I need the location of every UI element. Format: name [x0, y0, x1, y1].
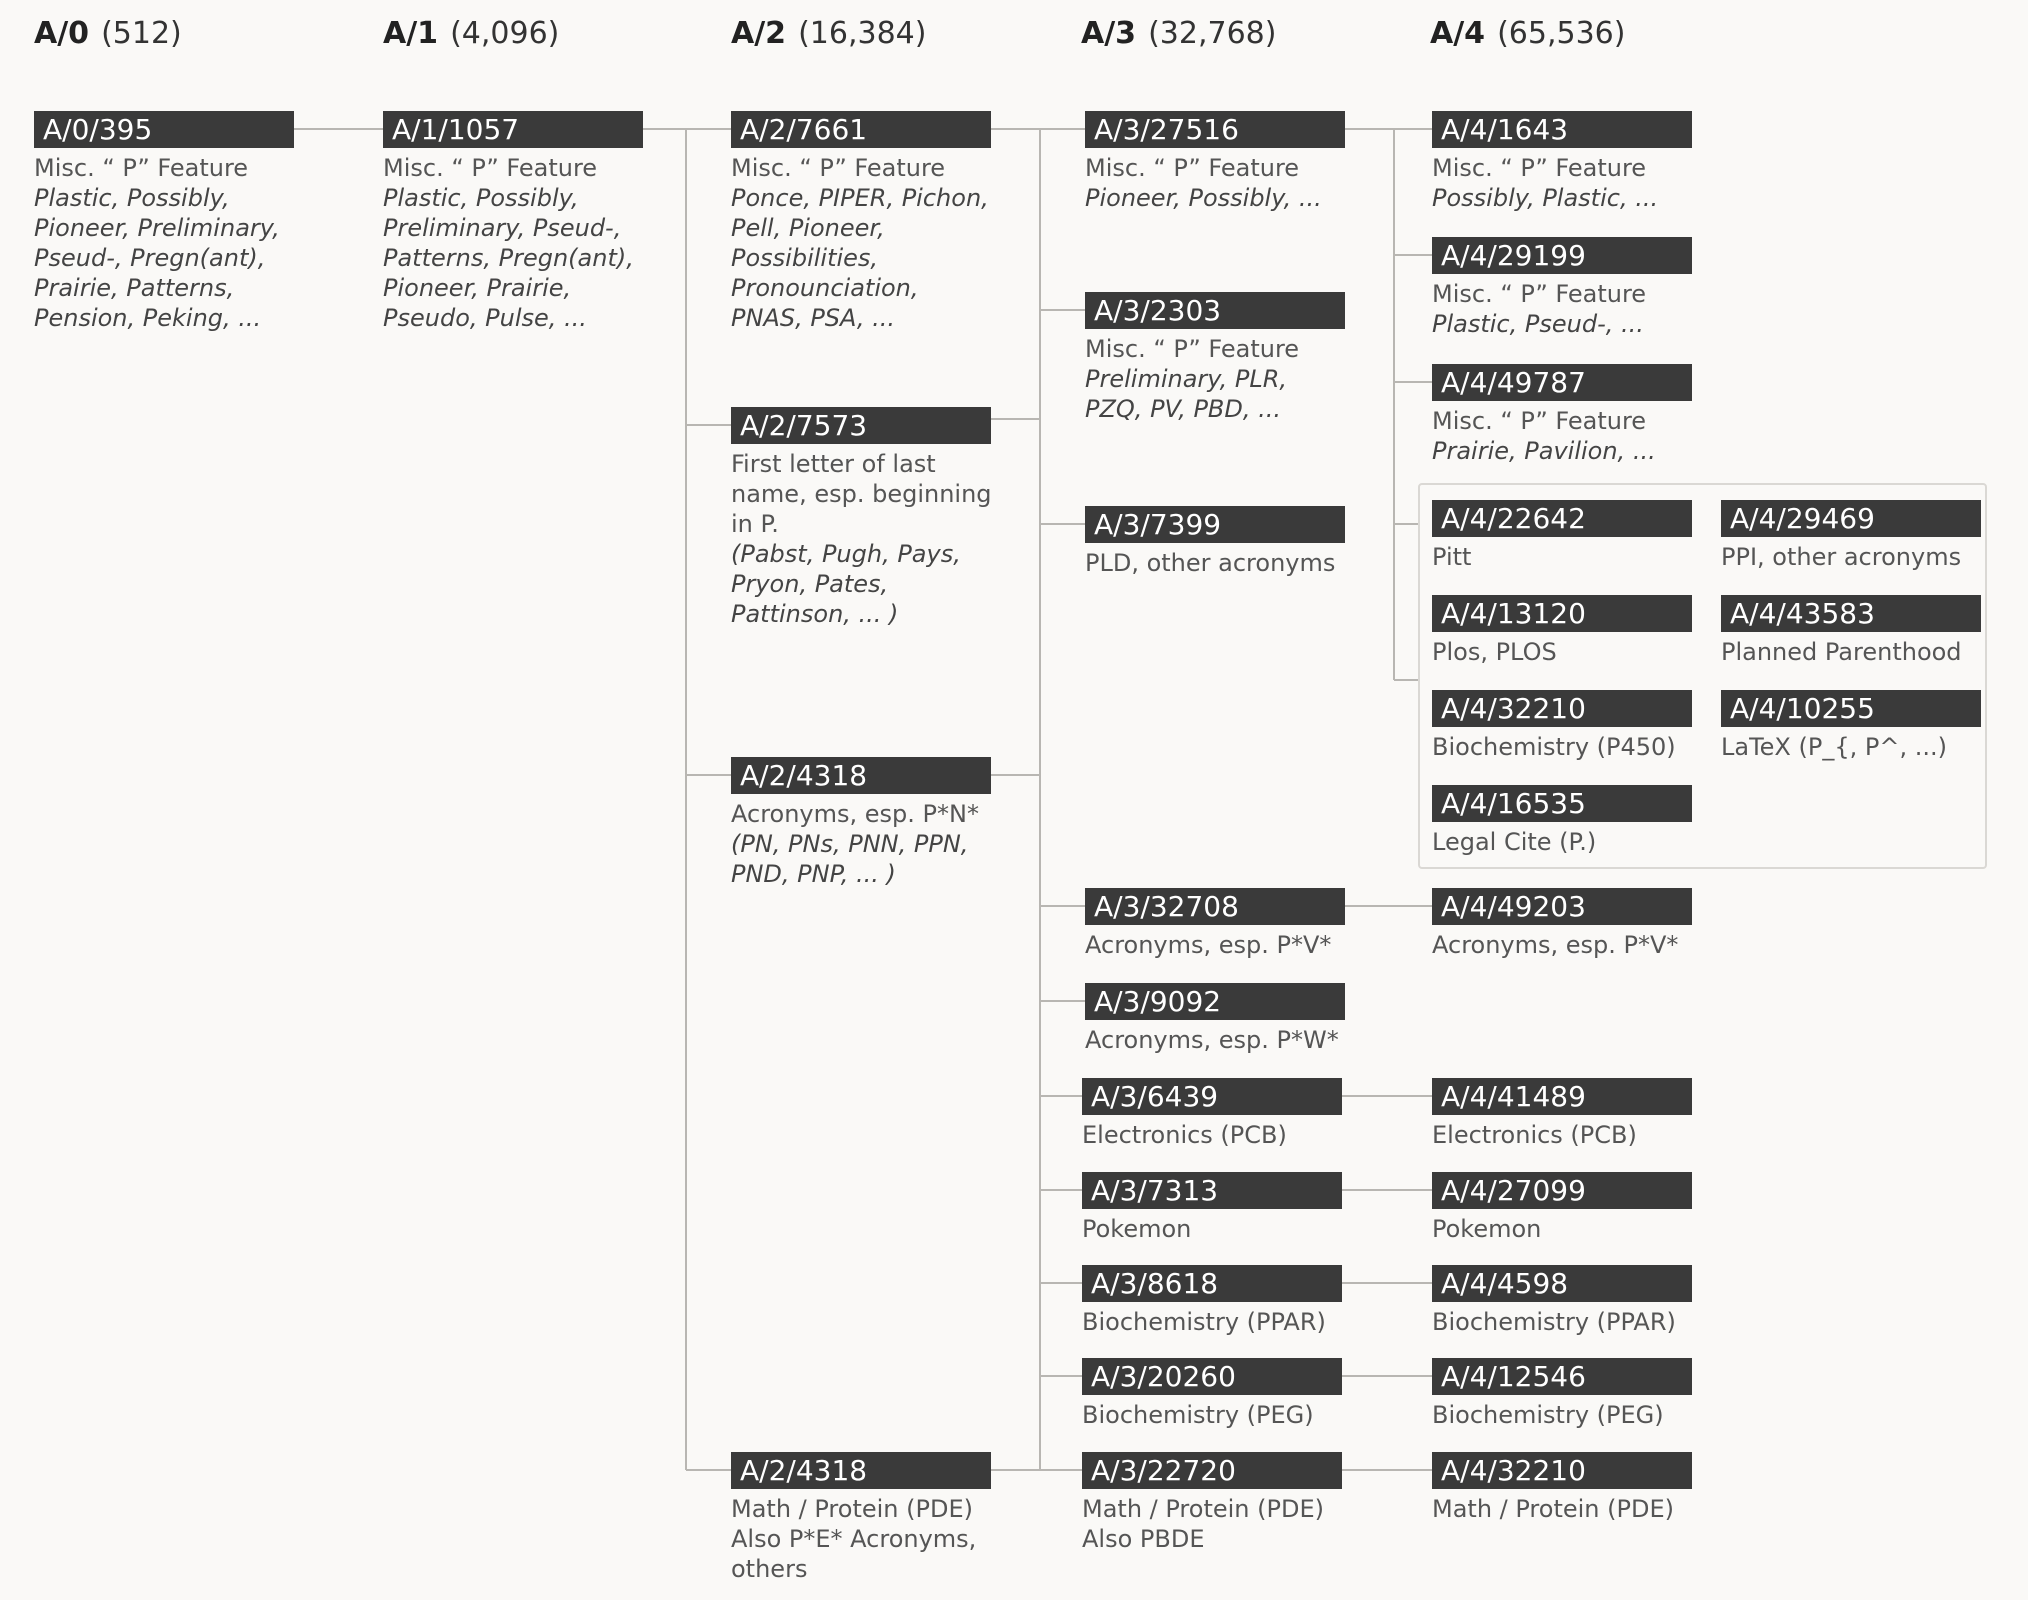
node-a3-20260 — [1082, 1358, 1342, 1430]
node-a3-32708 — [1085, 888, 1345, 960]
column-header-a1: A/1 (4,096) — [383, 16, 560, 51]
node-example-line: PZQ, PV, PBD, ... — [1085, 395, 1282, 423]
node-label: A/4/43583 — [1721, 595, 1981, 632]
node-example-line: Pioneer, Preliminary, — [34, 214, 280, 242]
node-label: A/3/22720 — [1082, 1452, 1342, 1489]
node-description-line: PPI, other acronyms — [1721, 543, 1962, 571]
node-a4-16535 — [1432, 785, 1692, 857]
node-example-line: Pseudo, Pulse, ... — [383, 304, 587, 332]
node-a4-4598 — [1432, 1265, 1692, 1337]
node-description — [1085, 153, 1345, 213]
node-description-line: Biochemistry (PPAR) — [1082, 1308, 1326, 1336]
node-example-line: Pioneer, Possibly, ... — [1085, 184, 1322, 212]
node-description — [1721, 637, 1981, 667]
node-a1-1057 — [383, 111, 643, 333]
node-description-line: name, esp. beginning — [731, 480, 992, 508]
node-example-line: Possibilities, — [731, 244, 879, 272]
node-description-line: Math / Protein (PDE) — [1082, 1495, 1324, 1523]
node-a4-49787 — [1432, 364, 1692, 466]
node-a3-22720 — [1082, 1452, 1342, 1554]
node-example-line: Possibly, Plastic, ... — [1432, 184, 1659, 212]
node-example-line: Pronounciation, — [731, 274, 919, 302]
node-label: A/3/27516 — [1085, 111, 1345, 148]
node-description — [1432, 1120, 1692, 1150]
node-description-line: Also P*E* Acronyms, — [731, 1525, 977, 1553]
node-label: A/3/9092 — [1085, 983, 1345, 1020]
node-label: A/4/29199 — [1432, 237, 1692, 274]
node-description — [1085, 930, 1345, 960]
node-label: A/4/1643 — [1432, 111, 1692, 148]
node-example-line: Preliminary, PLR, — [1085, 365, 1288, 393]
node-label: A/3/2303 — [1085, 292, 1345, 329]
node-a4-49203 — [1432, 888, 1692, 960]
node-description — [1721, 732, 1981, 762]
node-description — [34, 153, 294, 333]
node-description-line: Misc. “ P” Feature — [731, 154, 946, 182]
node-example-line: Patterns, Pregn(ant), — [383, 244, 634, 272]
node-description — [1432, 1494, 1692, 1524]
node-description-line: Misc. “ P” Feature — [1432, 154, 1647, 182]
node-a2-7573 — [731, 407, 991, 629]
node-a2-4318-pde — [731, 1452, 991, 1584]
node-a2-4318 — [731, 757, 991, 889]
node-label: A/4/12546 — [1432, 1358, 1692, 1395]
node-description-line: others — [731, 1555, 808, 1583]
node-a4-22642 — [1432, 500, 1692, 572]
node-description — [1432, 637, 1692, 667]
node-example-line: Prairie, Patterns, — [34, 274, 235, 302]
node-description — [1432, 406, 1692, 466]
node-label: A/3/7313 — [1082, 1172, 1342, 1209]
node-label: A/4/16535 — [1432, 785, 1692, 822]
node-example-line: PNAS, PSA, ... — [731, 304, 896, 332]
node-description-line: Pitt — [1432, 543, 1472, 571]
node-label: A/4/27099 — [1432, 1172, 1692, 1209]
node-label: A/3/20260 — [1082, 1358, 1342, 1395]
node-label: A/1/1057 — [383, 111, 643, 148]
node-a4-1643 — [1432, 111, 1692, 213]
node-a4-32210-pde — [1432, 1452, 1692, 1524]
node-example-line: Pattinson, ... ) — [731, 600, 899, 628]
node-description-line: Misc. “ P” Feature — [1085, 154, 1300, 182]
node-a4-29199 — [1432, 237, 1692, 339]
node-description — [1085, 1025, 1345, 1055]
node-description — [1082, 1400, 1342, 1430]
node-label: A/2/4318 — [731, 757, 991, 794]
node-description — [1085, 548, 1345, 578]
node-a2-7661 — [731, 111, 991, 333]
node-description-line: First letter of last — [731, 450, 936, 478]
node-description — [383, 153, 643, 333]
node-label: A/4/4598 — [1432, 1265, 1692, 1302]
node-description-line: Also PBDE — [1082, 1525, 1205, 1553]
node-a4-32210-p450 — [1432, 690, 1692, 762]
node-description-line: Biochemistry (PPAR) — [1432, 1308, 1676, 1336]
node-label: A/4/49787 — [1432, 364, 1692, 401]
node-label: A/3/6439 — [1082, 1078, 1342, 1115]
node-a4-29469 — [1721, 500, 1981, 572]
node-description — [731, 153, 991, 333]
node-description — [1721, 542, 1981, 572]
node-description-line: Pokemon — [1432, 1215, 1542, 1243]
node-example-line: Ponce, PIPER, Pichon, — [731, 184, 989, 212]
node-example-line: Plastic, Possibly, — [34, 184, 230, 212]
node-description — [1082, 1214, 1342, 1244]
node-label: A/4/49203 — [1432, 888, 1692, 925]
node-description — [1082, 1494, 1342, 1554]
node-description — [1432, 1400, 1692, 1430]
node-label: A/4/41489 — [1432, 1078, 1692, 1115]
node-description — [731, 449, 991, 629]
node-description-line: Misc. “ P” Feature — [1432, 280, 1647, 308]
node-a3-9092 — [1085, 983, 1345, 1055]
node-label: A/4/22642 — [1432, 500, 1692, 537]
node-a4-10255 — [1721, 690, 1981, 762]
node-a4-41489 — [1432, 1078, 1692, 1150]
node-description-line: Pokemon — [1082, 1215, 1192, 1243]
node-description-line: Acronyms, esp. P*W* — [1085, 1026, 1339, 1054]
node-example-line: (PN, PNs, PNN, PPN, — [731, 830, 969, 858]
node-label: A/2/7573 — [731, 407, 991, 444]
node-example-line: Pryon, Pates, — [731, 570, 889, 598]
node-label: A/2/4318 — [731, 1452, 991, 1489]
node-description — [1082, 1120, 1342, 1150]
node-a3-6439 — [1082, 1078, 1342, 1150]
node-a3-8618 — [1082, 1265, 1342, 1337]
node-a4-43583 — [1721, 595, 1981, 667]
node-label: A/3/7399 — [1085, 506, 1345, 543]
node-a0-395 — [34, 111, 294, 333]
node-example-line: Pension, Peking, ... — [34, 304, 262, 332]
node-a3-27516 — [1085, 111, 1345, 213]
node-a3-7399 — [1085, 506, 1345, 578]
node-description-line: Math / Protein (PDE) — [731, 1495, 973, 1523]
node-label: A/3/32708 — [1085, 888, 1345, 925]
node-label: A/2/7661 — [731, 111, 991, 148]
node-description-line: Acronyms, esp. P*V* — [1432, 931, 1679, 959]
node-example-line: (Pabst, Pugh, Pays, — [731, 540, 961, 568]
node-description — [731, 799, 991, 889]
node-a3-2303 — [1085, 292, 1345, 424]
node-description — [1432, 732, 1692, 762]
node-description — [1432, 1307, 1692, 1337]
node-label: A/3/8618 — [1082, 1265, 1342, 1302]
node-example-line: Prairie, Pavilion, ... — [1432, 437, 1656, 465]
node-description — [731, 1494, 991, 1584]
node-description-line: Misc. “ P” Feature — [1085, 335, 1300, 363]
node-description — [1432, 1214, 1692, 1244]
node-example-line: PND, PNP, ... ) — [731, 860, 896, 888]
node-description-line: Legal Cite (P.) — [1432, 828, 1597, 856]
node-description-line: Plos, PLOS — [1432, 638, 1557, 666]
column-header-a0: A/0 (512) — [34, 16, 182, 51]
node-description-line: Math / Protein (PDE) — [1432, 1495, 1674, 1523]
node-label: A/4/32210 — [1432, 1452, 1692, 1489]
node-description-line: LaTeX (P_{, P^, ...) — [1721, 733, 1947, 761]
node-description — [1432, 930, 1692, 960]
node-description-line: Misc. “ P” Feature — [34, 154, 249, 182]
node-description — [1432, 827, 1692, 857]
node-description-line: PLD, other acronyms — [1085, 549, 1336, 577]
node-description-line: Biochemistry (PEG) — [1082, 1401, 1314, 1429]
node-example-line: Pell, Pioneer, — [731, 214, 885, 242]
column-header-a2: A/2 (16,384) — [731, 16, 927, 51]
node-a3-7313 — [1082, 1172, 1342, 1244]
column-header-a4: A/4 (65,536) — [1430, 16, 1626, 51]
node-a4-12546 — [1432, 1358, 1692, 1430]
node-label: A/4/32210 — [1432, 690, 1692, 727]
node-description-line: Acronyms, esp. P*V* — [1085, 931, 1332, 959]
node-description-line: in P. — [731, 510, 779, 538]
node-description-line: Misc. “ P” Feature — [383, 154, 598, 182]
node-description-line: Electronics (PCB) — [1432, 1121, 1637, 1149]
node-a4-13120 — [1432, 595, 1692, 667]
node-description — [1432, 542, 1692, 572]
node-description-line: Biochemistry (PEG) — [1432, 1401, 1664, 1429]
node-description — [1432, 153, 1692, 213]
node-description-line: Planned Parenthood — [1721, 638, 1962, 666]
node-label: A/4/13120 — [1432, 595, 1692, 632]
node-example-line: Preliminary, Pseud-, — [383, 214, 622, 242]
node-description — [1082, 1307, 1342, 1337]
node-description-line: Misc. “ P” Feature — [1432, 407, 1647, 435]
node-example-line: Plastic, Pseud-, ... — [1432, 310, 1644, 338]
node-label: A/4/10255 — [1721, 690, 1981, 727]
column-header-a3: A/3 (32,768) — [1081, 16, 1277, 51]
node-example-line: Pioneer, Prairie, — [383, 274, 572, 302]
node-example-line: Plastic, Possibly, — [383, 184, 579, 212]
node-description-line: Biochemistry (P450) — [1432, 733, 1676, 761]
node-description — [1432, 279, 1692, 339]
node-description-line: Acronyms, esp. P*N* — [731, 800, 979, 828]
node-description — [1085, 334, 1345, 424]
node-description-line: Electronics (PCB) — [1082, 1121, 1287, 1149]
node-example-line: Pseud-, Pregn(ant), — [34, 244, 266, 272]
node-label: A/4/29469 — [1721, 500, 1981, 537]
node-a4-27099 — [1432, 1172, 1692, 1244]
node-label: A/0/395 — [34, 111, 294, 148]
